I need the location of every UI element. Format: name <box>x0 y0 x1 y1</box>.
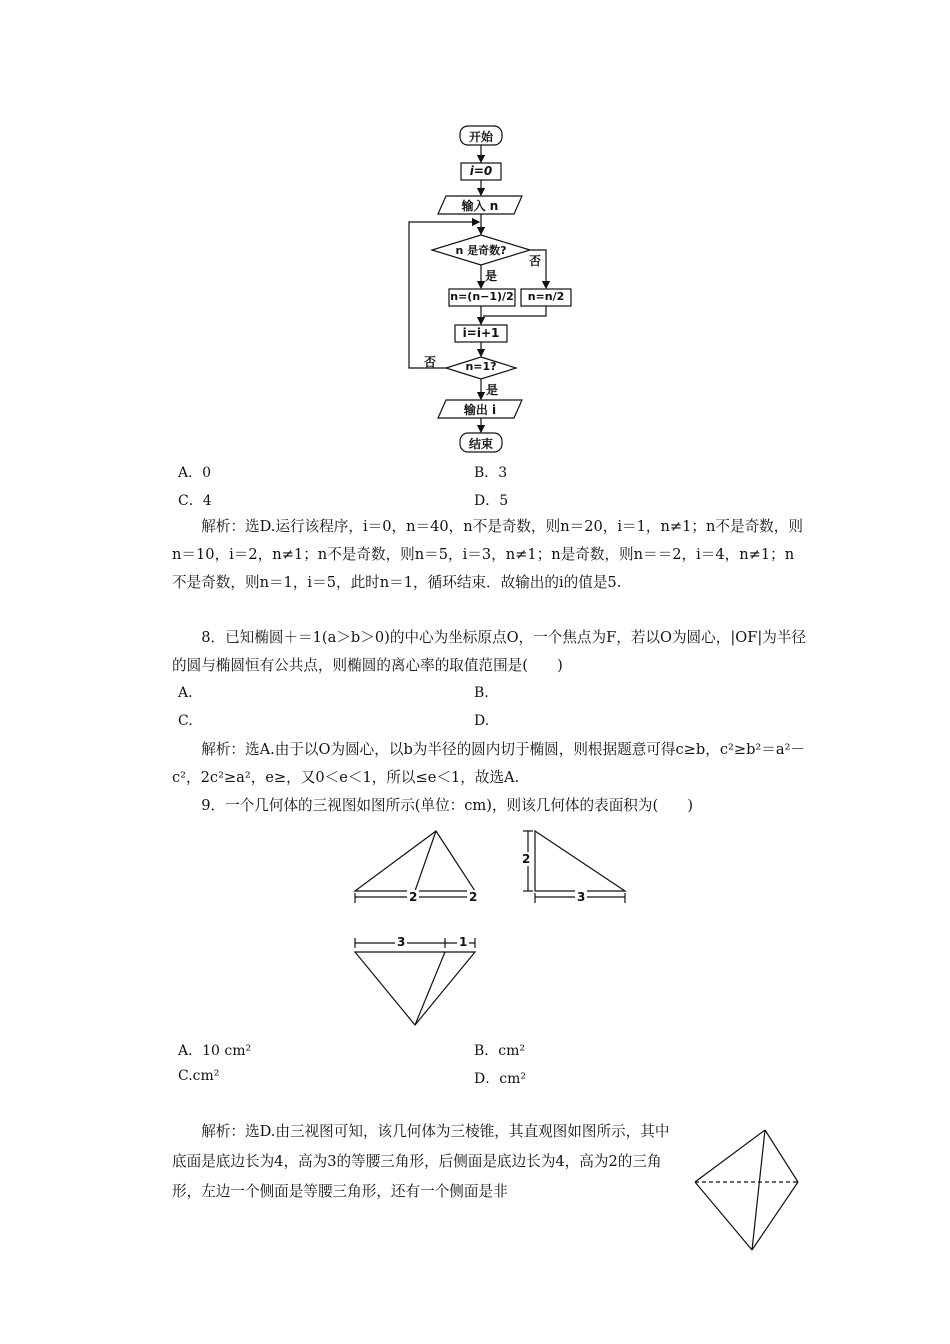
q8-option-c: C. <box>178 713 193 729</box>
flow-cond-odd-label: n 是奇数? <box>455 244 507 257</box>
q9-option-d: D．cm² <box>474 1071 526 1087</box>
q9-solution: 解析：选D.由三视图可知，该几何体为三棱锥，其直观图如图所示，其中底面是底边长为4，高为3的等腰三角形，后侧面是底边长为4，高为2的三角形，左边一个侧面是等腰三角形，还有一个侧面是非 <box>172 1123 670 1200</box>
q8-solution: 解析：选A.由于以O为圆心，以b为半径的圆内切于椭圆，则根据题意可得c≥b，c²≥b²＝a²－c²，2c²≥a²，e≥，又0＜e＜1，所以≤e＜1，故选A. <box>172 741 806 786</box>
flow-even-step-label: n=n/2 <box>527 290 565 303</box>
flow-yes-label-2: 是 <box>486 383 499 397</box>
flow-yes-label-1: 是 <box>485 269 498 283</box>
front-dim-right: 2 <box>469 890 478 904</box>
q9-option-c: C.cm² <box>178 1068 220 1084</box>
flow-no-label-2: 否 <box>424 355 437 369</box>
top-view <box>355 952 475 1025</box>
flow-input-label: 输入 n <box>461 199 499 213</box>
q9-stem: 9．一个几何体的三视图如图所示(单位：cm)，则该几何体的表面积为( ) <box>201 797 694 814</box>
flow-cond-end-label: n=1? <box>465 360 497 373</box>
flow-init-label: i=0 <box>469 164 493 178</box>
pyramid-figure <box>690 1125 805 1260</box>
flow-no-label-1: 否 <box>529 254 542 268</box>
q9-option-b: B．cm² <box>474 1043 526 1059</box>
flow-odd-step-label: n=(n−1)/2 <box>450 290 514 303</box>
top-dim-left: 3 <box>397 935 406 949</box>
q7-option-c: C．4 <box>178 493 212 509</box>
side-view <box>535 831 625 891</box>
flow-end-label: 结束 <box>468 437 493 451</box>
q7-option-a: A．0 <box>178 465 212 481</box>
flow-output-label: 输出 i <box>463 403 497 417</box>
q8-option-b: B. <box>474 685 489 701</box>
side-dim-base: 3 <box>577 890 586 904</box>
three-view-figure <box>340 825 640 1030</box>
q7-option-b: B．3 <box>474 465 508 481</box>
front-view <box>355 831 475 891</box>
flow-increment-label: i=i+1 <box>462 326 500 340</box>
q8-option-d: D. <box>474 713 490 729</box>
q7-option-d: D．5 <box>474 493 509 509</box>
q8-stem: 8．已知椭圆＋＝1(a＞b＞0)的中心为坐标原点O，一个焦点为F，若以O为圆心，|OF|为半径的圆与椭圆恒有公共点，则椭圆的离心率的取值范围是( ) <box>172 629 807 674</box>
front-dim-left: 2 <box>409 890 418 904</box>
top-dim-right: 1 <box>459 935 468 949</box>
q8-option-a: A. <box>178 685 193 701</box>
flow-start-label: 开始 <box>468 130 493 144</box>
q7-solution: 解析：选D.运行该程序，i＝0，n＝40，n不是奇数，则n＝20，i＝1，n≠1；n不是奇数，则n＝10，i＝2，n≠1；n不是奇数，则n＝5，i＝3，n≠1；n是奇数，则n＝＝2，i＝4，n≠1；n不是奇数，则n＝1，i＝5，此时n＝1，循环结束．故输出的i的值是5. <box>172 518 803 591</box>
q9-option-a: A．10 cm² <box>178 1043 252 1059</box>
flowchart <box>0 0 950 470</box>
side-dim-height: 2 <box>522 852 531 866</box>
